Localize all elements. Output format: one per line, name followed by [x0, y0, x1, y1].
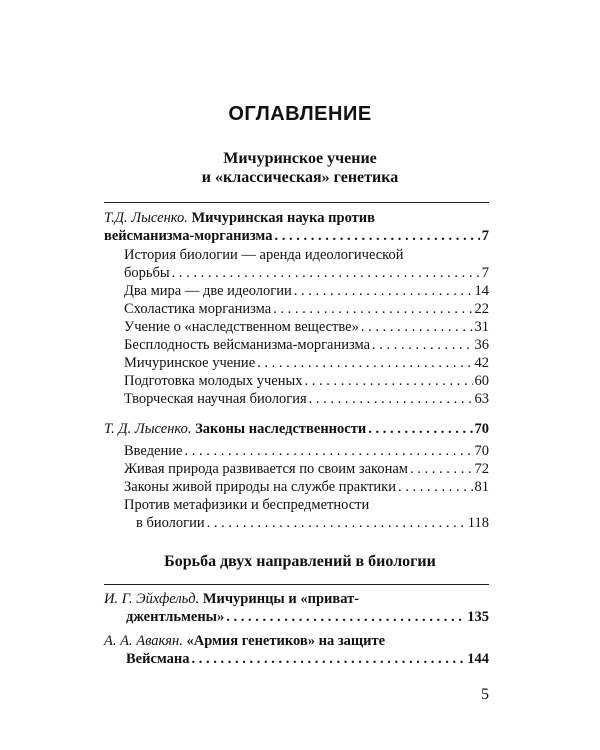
section2-heading: Борьба двух направлений в биологии — [164, 553, 436, 570]
subentry-label: в биологии — [136, 515, 205, 531]
toc-entry-lysenko-2[interactable] — [104, 420, 489, 438]
subentry-label: Подготовка молодых ученых — [124, 373, 303, 389]
page-ref: 70 — [474, 421, 489, 437]
author: Т. Д. Лысенко. — [104, 421, 192, 437]
leader-dots — [207, 514, 466, 532]
toc-subentry-line1[interactable]: История биологии — аренда идеологической — [124, 247, 404, 263]
toc-entry-eichfeld[interactable] — [104, 608, 489, 626]
leader-dots — [274, 227, 479, 245]
page-ref: 118 — [467, 515, 489, 531]
toc-entry-avakyan[interactable] — [104, 650, 489, 668]
toc-entry-eichfeld-line1[interactable] — [104, 590, 489, 608]
page-ref: 135 — [467, 609, 489, 625]
page-ref: 72 — [474, 461, 489, 477]
subentry-label: Живая природа развивается по своим законам — [124, 461, 408, 477]
toc-entry-avakyan-line1[interactable] — [104, 632, 489, 650]
page-title: ОГЛАВЛЕНИЕ — [228, 103, 372, 125]
section1-divider — [104, 202, 489, 203]
article-title: «Армия генетиков» на защите — [186, 633, 386, 649]
toc-subentry[interactable] — [124, 442, 489, 460]
article-title-cont: вейсманизма-морганизма — [104, 228, 273, 244]
subentry-label: Законы живой природы на службе практики — [124, 479, 396, 495]
toc-subentry[interactable] — [124, 264, 489, 282]
page-ref: 7 — [481, 265, 489, 281]
page-number: 5 — [481, 686, 489, 703]
toc-subentry-line1[interactable]: Против метафизики и беспредметности — [124, 497, 370, 513]
toc-subentry[interactable] — [124, 300, 489, 318]
leader-dots — [410, 460, 473, 478]
toc-subentry[interactable] — [124, 372, 489, 390]
leader-dots — [398, 478, 473, 496]
toc-subentry[interactable] — [124, 460, 489, 478]
leader-dots — [361, 318, 473, 336]
section1-heading-line1: Мичуринское учение — [223, 150, 377, 167]
page-ref: 7 — [481, 228, 489, 244]
leader-dots — [309, 390, 473, 408]
toc-subentry[interactable] — [124, 514, 489, 532]
leader-dots — [192, 650, 466, 668]
author: А. А. Авакян. — [104, 633, 183, 649]
page-ref: 14 — [474, 283, 489, 299]
section2-divider — [104, 584, 489, 585]
article-title-cont: джентльмены» — [126, 609, 225, 625]
subentry-label: Два мира — две идеологии — [124, 283, 292, 299]
article-title: Мичуринцы и «приват- — [202, 591, 360, 607]
author: И. Г. Эйхфельд. — [104, 591, 200, 607]
leader-dots — [273, 300, 472, 318]
toc-subentry[interactable] — [124, 478, 489, 496]
leader-dots — [304, 372, 472, 390]
toc-subentry[interactable] — [124, 336, 489, 354]
toc-subentry[interactable] — [124, 354, 489, 372]
toc-subentry[interactable] — [124, 282, 489, 300]
page-ref: 22 — [474, 301, 489, 317]
leader-dots — [368, 420, 472, 438]
page-ref: 70 — [474, 443, 489, 459]
page-ref: 31 — [474, 319, 489, 335]
page-ref: 81 — [474, 479, 489, 495]
subentry-label: борьбы — [124, 265, 170, 281]
article-title-cont: Вейсмана — [126, 651, 190, 667]
page-ref: 42 — [474, 355, 489, 371]
leader-dots — [226, 608, 465, 626]
article-title: Мичуринская наука против — [191, 210, 375, 226]
page-ref: 36 — [474, 337, 489, 353]
subentry-label: Бесплодность вейсманизма-морганизма — [124, 337, 371, 353]
subentry-label: Творческая научная биология — [124, 391, 307, 407]
subentry-label: Мичуринское учение — [124, 355, 256, 371]
toc-subentry[interactable] — [124, 390, 489, 408]
author: Т.Д. Лысенко. — [104, 210, 188, 226]
subentry-label: Введение — [124, 443, 183, 459]
section1-heading-line2: и «классическая» генетика — [201, 169, 399, 186]
page-ref: 63 — [474, 391, 489, 407]
leader-dots — [294, 282, 473, 300]
leader-dots — [372, 336, 472, 354]
page-ref: 60 — [474, 373, 489, 389]
article-title: Законы наследственности — [195, 421, 367, 437]
leader-dots — [257, 354, 472, 372]
leader-dots — [184, 442, 472, 460]
subentry-label: Учение о «наследственном веществе» — [124, 319, 359, 335]
toc-entry-lysenko-1-line1[interactable] — [104, 209, 489, 227]
toc-subentry[interactable] — [124, 318, 489, 336]
leader-dots — [172, 264, 480, 282]
page-ref: 144 — [467, 651, 489, 667]
toc-entry-lysenko-1[interactable] — [104, 227, 489, 245]
subentry-label: Схоластика морганизма — [124, 301, 272, 317]
